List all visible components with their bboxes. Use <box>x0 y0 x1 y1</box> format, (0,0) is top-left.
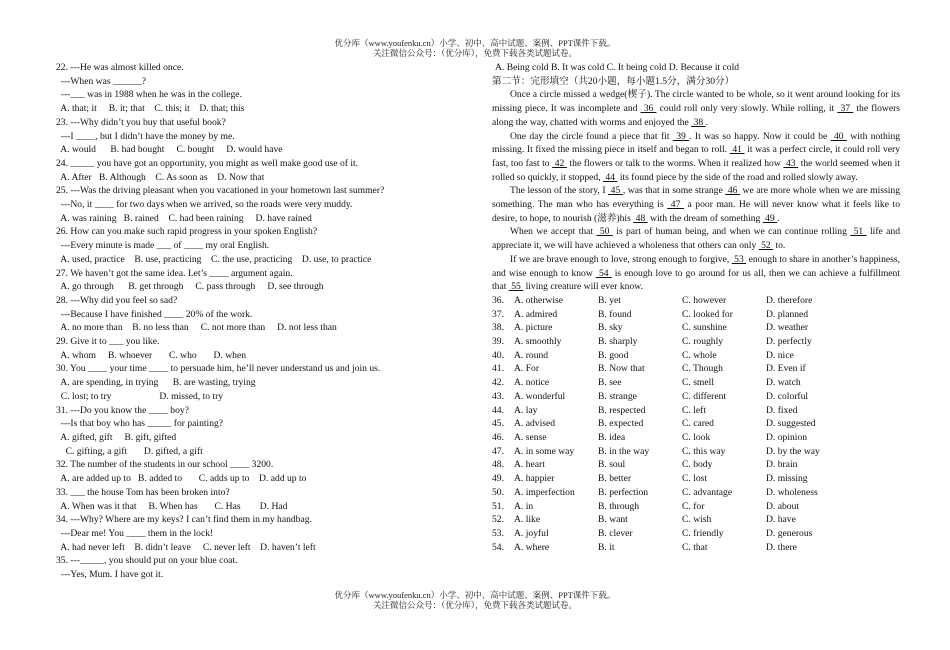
question-number: 41. <box>492 363 504 375</box>
option-row <box>492 404 886 418</box>
option-c: C. looked for <box>682 308 733 320</box>
left-column <box>56 61 464 582</box>
option-b: B. respected <box>598 404 646 416</box>
question-line: 29. Give it to ___ you like. <box>56 336 160 348</box>
blank-51: 51 <box>850 226 867 238</box>
question-line: ---No, it ____ for two days when we arrived, so the roads were very muddy. <box>56 199 353 211</box>
option-c: C. body <box>682 459 713 471</box>
option-c: C. for <box>682 500 705 512</box>
option-d: D. by the way <box>766 445 820 457</box>
option-d: D. weather <box>766 322 809 334</box>
option-a: A. picture <box>514 322 553 334</box>
option-b: B. through <box>598 500 640 512</box>
option-row <box>492 308 886 322</box>
option-a: A. lay <box>514 404 538 416</box>
option-c: C. sunshine <box>682 322 727 334</box>
question-line: 34. ---Why? Where are my keys? I can’t find them in my handbag. <box>56 514 312 526</box>
grammar-questions <box>56 61 464 582</box>
option-c: C. advantage <box>682 486 733 498</box>
passage-paragraph: One day the circle found a piece that fit 39 . It was so happy. Now it could be 40 with nothing missing. It fixed the missing piece in itself and began to roll. 41 it was a perfect circle, it could roll very fast, too fast to 42 the flowers or talk to the worms. When it realized how 43 the world seemed when it rolled so quickly, it stopped, 44 its found piece by the side of the road and rolled slowly away. <box>492 130 901 183</box>
blank-43: 43 <box>783 157 799 169</box>
option-d: D. Even if <box>766 363 806 375</box>
question-number: 45. <box>492 418 504 430</box>
option-a: A. notice <box>514 377 550 389</box>
blank-42: 42 <box>552 157 567 169</box>
passage-paragraph: The lesson of the story, I 45 , was that in some strange 46 we are more whole when we are missing something. The man who has everything is 47 a poor man. He will never know what it feels like to desire, to hope, to nourish (滋养)his 48 with the dream of something 49 . <box>492 185 900 224</box>
option-c: C. different <box>682 390 727 402</box>
option-a: A. heart <box>514 459 545 471</box>
question-number: 51. <box>492 500 504 512</box>
option-b: B. it <box>598 541 615 553</box>
question-line: A. would B. had bought C. bought D. would have <box>56 144 283 156</box>
passage-paragraph: When we accept that 50 is part of human being, and when we can continue rolling 51 life and appreciate it, we will have achieved a wholeness that others can only 52 to. <box>492 226 900 252</box>
option-c: C. cared <box>682 418 714 430</box>
option-a: A. For <box>514 363 540 375</box>
option-b: B. clever <box>598 527 633 539</box>
option-d: D. planned <box>766 308 809 320</box>
option-d: D. there <box>766 541 797 553</box>
option-row <box>492 417 886 431</box>
question-number: 46. <box>492 431 504 443</box>
option-a: A. round <box>514 349 549 361</box>
question-number: 50. <box>492 486 504 498</box>
option-c: C. however <box>682 294 727 306</box>
question-line: A. are added up to B. added to C. adds up to D. add up to <box>56 473 307 485</box>
option-b: B. sky <box>598 322 623 334</box>
question-line: ---___ was in 1988 when he was in the college. <box>56 89 242 101</box>
blank-46: 46 <box>725 185 740 197</box>
question-line: C. lost; to try D. missed, to try <box>56 390 224 402</box>
question-line: 32. The number of the students in our school ____ 3200. <box>56 459 274 471</box>
question-line: ---Every minute is made ___ of ____ my oral English. <box>56 240 270 252</box>
question-line: A. After B. Although C. As soon as D. Now that <box>56 171 265 183</box>
question-line: ---When was ______? <box>56 75 147 87</box>
option-b: B. found <box>598 308 632 320</box>
option-d: D. missing <box>766 473 808 485</box>
question-35-options: A. Being cold B. It was cold C. It being cold D. Because it cold <box>495 62 740 73</box>
option-c: C. friendly <box>682 527 724 539</box>
question-number: 44. <box>492 404 504 416</box>
footer-line-2: 关注微信公众号：（优分库），免费下载各类试题试卷。 <box>372 600 577 610</box>
option-b: B. idea <box>598 431 626 443</box>
option-a: A. in some way <box>514 445 575 457</box>
option-d: D. have <box>766 514 796 526</box>
option-row <box>492 321 886 335</box>
option-d: D. opinion <box>766 431 808 443</box>
option-c: C. this way <box>682 445 726 457</box>
question-number: 38. <box>492 322 504 334</box>
question-line: A. that; it B. it; that C. this; it D. that; this <box>56 103 245 115</box>
option-c: C. look <box>682 431 711 443</box>
question-number: 36. <box>492 294 504 306</box>
question-line: A. are spending, in trying B. are wasting, trying <box>56 377 256 389</box>
header-line-1: 优分库（www.youfenku.cn）小学、初中、高中试题、案例、PPT课件下载。 <box>334 38 616 48</box>
option-b: B. expected <box>598 418 644 430</box>
option-d: D. colorful <box>766 390 809 402</box>
question-line: C. gifting, a gift D. gifted, a gift <box>56 445 203 457</box>
question-line: 30. You ____ your time ____ to persuade him, he’ll never understand us and join us. <box>56 363 381 375</box>
question-line: A. whom B. whoever C. who D. when <box>56 349 246 361</box>
question-number: 37. <box>492 308 504 320</box>
option-c: C. left <box>682 404 706 416</box>
question-number: 39. <box>492 336 504 348</box>
option-b: B. perfection <box>598 486 649 498</box>
question-line: ---Dear me! You ____ them in the lock! <box>56 527 214 539</box>
question-line: 25. ---Was the driving pleasant when you vacationed in your hometown last summer? <box>56 185 385 197</box>
option-b: B. better <box>598 473 632 485</box>
question-line: 31. ---Do you know the ____ boy? <box>56 404 189 416</box>
question-line: A. go through B. get through C. pass through D. see through <box>56 281 324 293</box>
option-row <box>492 349 886 363</box>
question-number: 48. <box>492 459 504 471</box>
option-d: D. wholeness <box>766 486 818 498</box>
option-row <box>492 445 886 459</box>
question-number: 47. <box>492 445 504 457</box>
option-a: A. otherwise <box>514 294 564 306</box>
footer-line-1: 优分库（www.youfenku.cn）小学、初中、高中试题、案例、PPT课件下载。 <box>334 590 616 600</box>
option-d: D. nice <box>766 349 794 361</box>
option-row <box>492 458 886 472</box>
blank-38: 38 <box>691 116 706 128</box>
option-d: D. generous <box>766 527 813 539</box>
option-row <box>492 500 886 514</box>
option-d: D. fixed <box>766 404 798 416</box>
blank-37: 37 <box>837 103 854 115</box>
option-b: B. good <box>598 349 629 361</box>
question-line: 23. ---Why didn’t you buy that useful book? <box>56 116 226 128</box>
option-a: A. imperfection <box>514 486 575 498</box>
page-header <box>0 38 950 58</box>
question-line: 22. ---He was almost killed once. <box>56 62 184 73</box>
blank-48: 48 <box>633 212 648 224</box>
option-b: B. want <box>598 514 628 526</box>
blank-47: 47 <box>667 199 684 211</box>
blank-36: 36 <box>640 103 657 115</box>
option-row <box>492 513 886 527</box>
blank-45: 45 <box>608 185 623 197</box>
question-line: 28. ---Why did you feel so sad? <box>56 294 178 306</box>
option-row <box>492 362 886 376</box>
header-line-2: 关注微信公众号：（优分库），免费下载各类试题试卷。 <box>372 48 577 58</box>
question-line: 33. ___ the house Tom has been broken into? <box>56 486 230 498</box>
question-line: 27. We haven’t got the same idea. Let’s ____ argument again. <box>56 267 293 279</box>
option-b: B. Now that <box>598 363 645 375</box>
option-row <box>492 376 886 390</box>
page-footer <box>0 590 950 610</box>
option-c: C. whole <box>682 349 717 361</box>
option-b: B. strange <box>598 390 637 402</box>
passage-paragraph: If we are brave enough to love, strong enough to forgive, 53 enough to share in another’s happiness, and wise enough to know 54 is enough love to go around for us all, then we can achieve a fulfillment that 55 living creature will ever know. <box>492 253 901 293</box>
option-row <box>492 486 886 500</box>
option-a: A. happier <box>514 473 555 485</box>
option-c: C. wish <box>682 514 712 526</box>
option-row <box>492 541 886 555</box>
question-line: 26. How can you make such rapid progress in your spoken English? <box>56 226 318 238</box>
option-a: A. joyful <box>514 527 549 539</box>
option-c: C. smell <box>682 377 714 389</box>
option-row <box>492 527 886 541</box>
blank-52: 52 <box>758 240 774 252</box>
question-number: 49. <box>492 473 504 485</box>
option-row <box>492 335 886 349</box>
question-line: A. used, practice B. use, practicing C. the use, practicing D. use, to practice <box>56 253 372 265</box>
option-a: A. wonderful <box>514 390 566 402</box>
option-d: D. brain <box>766 459 798 471</box>
option-c: C. roughly <box>682 336 724 348</box>
option-row <box>492 294 886 308</box>
blank-40: 40 <box>830 130 847 142</box>
question-line: ---I ____, but I didn’t have the money by me. <box>56 130 235 142</box>
question-line: A. When was it that B. When has C. Has D. Had <box>56 500 288 512</box>
option-d: D. perfectly <box>766 336 812 348</box>
blank-49: 49 <box>762 212 778 224</box>
option-c: C. lost <box>682 473 708 485</box>
blank-41: 41 <box>729 144 745 156</box>
option-row <box>492 431 886 445</box>
option-c: C. Though <box>682 363 723 375</box>
option-row <box>492 390 886 404</box>
question-number: 40. <box>492 349 504 361</box>
question-number: 53. <box>492 527 504 539</box>
option-b: B. soul <box>598 459 626 471</box>
right-column <box>492 61 900 554</box>
question-number: 42. <box>492 377 504 389</box>
option-d: D. watch <box>766 377 801 389</box>
section-title: 第二节：完形填空（共20小题，每小题1.5分，满分30分） <box>492 75 735 87</box>
passage-paragraph: Once a circle missed a wedge(楔子). The circle wanted to be whole, so it went around looking for its missing piece. It was incomplete and 36 could roll only very slowly. While rolling, it 37 the flowers along the way, chatted with worms and enjoyed the 38 . <box>492 89 901 128</box>
option-d: D. therefore <box>766 294 813 306</box>
option-b: B. yet <box>598 294 621 306</box>
question-line: A. no more than B. no less than C. not more than D. not less than <box>56 322 337 334</box>
option-a: A. in <box>514 500 534 512</box>
question-number: 52. <box>492 514 504 526</box>
question-line: ---Is that boy who has _____ for painting? <box>56 418 224 430</box>
option-c: C. that <box>682 541 708 553</box>
blank-53: 53 <box>731 253 747 265</box>
blank-44: 44 <box>603 171 618 183</box>
question-line: ---Because I have finished ____ 20% of the work. <box>56 308 253 320</box>
question-number: 54. <box>492 541 504 553</box>
question-line: A. was raining B. rained C. had been raining D. have rained <box>56 212 312 224</box>
option-a: A. advised <box>514 418 556 430</box>
question-number: 43. <box>492 390 504 402</box>
question-line: A. gifted, gift B. gift, gifted <box>56 431 177 443</box>
option-a: A. admired <box>514 308 558 320</box>
blank-55: 55 <box>508 281 524 293</box>
option-a: A. sense <box>514 431 547 443</box>
blank-50: 50 <box>596 226 613 238</box>
cloze-options-table <box>492 294 886 554</box>
option-row <box>492 472 886 486</box>
option-a: A. like <box>514 514 541 526</box>
question-line: 24. _____ you have got an opportunity, you might as well make good use of it. <box>56 157 359 169</box>
option-a: A. smoothly <box>514 336 562 348</box>
option-d: D. suggested <box>766 418 816 430</box>
option-b: B. in the way <box>598 445 650 457</box>
question-line: ---Yes, Mum. I have got it. <box>56 569 164 581</box>
cloze-passage <box>492 88 900 294</box>
option-d: D. about <box>766 500 800 512</box>
option-b: B. see <box>598 377 622 389</box>
option-b: B. sharply <box>598 336 638 348</box>
blank-39: 39 <box>672 130 690 142</box>
question-line: A. had never left B. didn’t leave C. never left D. haven’t left <box>56 541 316 553</box>
blank-54: 54 <box>595 267 612 279</box>
option-a: A. where <box>514 541 550 553</box>
question-line: 35. ---_____, you should put on your blue coat. <box>56 555 238 567</box>
